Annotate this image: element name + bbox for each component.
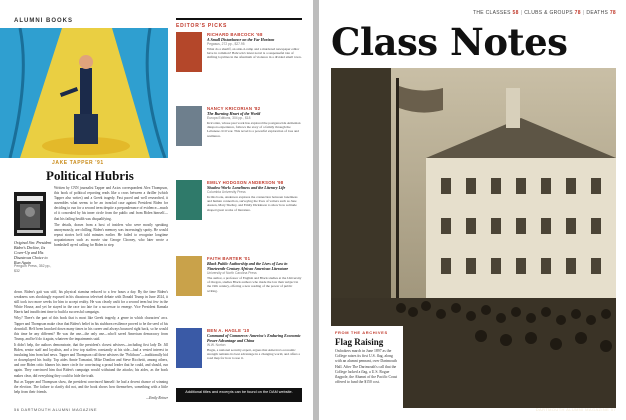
review-paragraph: The details, drawn from a host of insiders who were mostly speaking anonymously, are chilling. Biden's memory was increasingly spotty. He would repeat stories he'd told minutes earlier. He failed to recognize longtime acquaintances such as movie star George Clooney, who later wrote a bombshell op-ed calling for Biden to step bbox=[54, 222, 168, 248]
review-title: Political Hubris bbox=[46, 168, 134, 183]
pick-description: Kricorian, whose past work has explored the postgenocide Armenian diaspora experience, follows the story of a family through the Lebanese civil war. This novel is a powerful exploration of loss and resilience. bbox=[207, 120, 301, 138]
pick-item bbox=[176, 106, 302, 158]
pick-author: FAITH BARTER '01 bbox=[207, 256, 251, 261]
review-paragraph: Written by CNN journalist Tapper and Axios correspondent Alex Thompson, this book of political reporting reads like a cross between a thriller (which Tapper also writes) and a Greek tragedy. Fast paced and well researched, it assembles what seems to be an ironclad case against President Biden for deciding to run for a second term despite a preponderance of evidence—much of it concealed by his inner circle from the public and from Biden himself—that his failing health was disqualifying. bbox=[54, 186, 168, 221]
pick-cover-image bbox=[176, 106, 202, 146]
pick-item bbox=[176, 328, 302, 380]
review-paragraph: Why? There's the part of this book that is most like Greek tragedy, a genre in which characters' arcs. Tapper and Thompson make clear that Biden's belief in his stubborn resilience proved to be the seed of his downfall. He'd been knocked down many times in his career and always bounced right back, so he would this time be any different? He was the one—the only one—who'd saved American democracy from Trump, and he'd do it again, whatever the impairments said. bbox=[14, 316, 168, 341]
pick-description: Hagle, a national security expert, argues that America's economic strength remains its best advantage in a changing world, and offers a road map for how to use it. bbox=[207, 347, 300, 361]
pick-title: Command of Commerce: America's Enduring Economic Power Advantage and China bbox=[207, 333, 301, 343]
pick-author: EMILY HODGSON ANDERSON '98 bbox=[207, 180, 284, 185]
page-title: Class Notes bbox=[331, 20, 568, 64]
review-byline: JAKE TAPPER '91 bbox=[52, 160, 104, 166]
pick-publisher: University of North Carolina Press bbox=[207, 271, 257, 275]
review-paragraph: down. Biden's gait was stiff, his physical stamina reduced to a few hours a day. By the time Biden's weakness was shockingly exposed in his disastrous televised debate with Donald Trump in June 2024, it still took two more weeks for him to accept reality. He was clearly unfit for a second term but few in the White House, and yet he stayed in the race too late for a successor to emerge. Vice President Kamala Harris had insufficient time to build a successful campaign. bbox=[14, 290, 168, 315]
pick-author: RICHARD BABCOCK '68 bbox=[207, 32, 263, 37]
archive-body: Onlookers march in June 1897 as the College raises its first U.S. flag, along with an alumni pennant, over Dartmouth Hall. After The Dartmouth's call that the College lacked a flag, a U.S. Rogue flagpole, the Alumni of the Pacific Coast offered to fund the $150 cost. bbox=[335, 349, 398, 385]
section-nav: THE CLASSES 58 | CLUBS & GROUPS 78 | DEATHS 78 bbox=[473, 10, 616, 16]
pick-author: BEN A. HAGLE '10 bbox=[207, 328, 250, 333]
pick-publisher: W.W. Norton bbox=[207, 343, 226, 347]
book-cover-image bbox=[14, 192, 46, 236]
pick-item bbox=[176, 32, 302, 84]
spotlight-illustration bbox=[0, 28, 168, 158]
right-page bbox=[319, 0, 626, 420]
pick-description: The author, a professor of English and Black studies at the University of Oregon, studies Black authors who made the law their subject in the 19th century, offering a new reading of the power of public writing. bbox=[207, 275, 302, 293]
pick-publisher: Columbia University Press bbox=[207, 190, 246, 194]
pick-title: The Burning Heart of the World bbox=[207, 111, 261, 116]
archive-tag: FROM THE ARCHIVES bbox=[335, 330, 388, 335]
review-signoff: —Emily Reiner bbox=[145, 395, 168, 400]
review-body-top bbox=[54, 186, 168, 249]
archive-caption-box bbox=[331, 326, 403, 420]
review-paragraph: But as Tapper and Thompson show, the president convinced himself: he had a decent chance of winning the election. The failure to clarify did not, and the book shows how themselves, something with a little help from their friends. bbox=[14, 379, 168, 394]
pick-cover-image bbox=[176, 328, 202, 368]
book-publisher: Penguin Press, 352 pp., $32 bbox=[14, 264, 52, 273]
page-folio: DARTMOUTH ALUMNI MAGAZINE 57 bbox=[535, 407, 616, 412]
picks-header: EDITOR'S PICKS bbox=[176, 23, 228, 29]
pick-author: NANCY KRICORIAN '82 bbox=[207, 106, 261, 111]
pick-cover-image bbox=[176, 180, 202, 220]
section-label: ALUMNI BOOKS bbox=[14, 18, 73, 24]
pick-description: In this book, Anderson explores the connection between loneliness and human connection, surveying the lives of writers such as Jane Austen, Mary Shelley, and Emily Dickinson to show how solitude shaped great works of literature. bbox=[207, 194, 298, 212]
pick-publisher: Europa Editions, 304 pp., $18 bbox=[207, 116, 251, 120]
book-caption: Original Sin: President Biden's Decline, Its Cover-Up and His Disastrous Choice to Run Again bbox=[14, 240, 52, 265]
editors-picks bbox=[176, 18, 302, 402]
review-body-bottom bbox=[14, 290, 168, 402]
pick-description: What do a sheriff, an aide-d-camp and a murdered newspaper editor have in common? Babcock's latest novel is a suspenseful tale of shifting loyalties in the aftermath of violence in a divided small town. bbox=[207, 46, 302, 60]
pick-cover-image bbox=[176, 256, 202, 296]
archive-title: Flag Raising bbox=[335, 337, 384, 347]
pick-publisher: Pegasus, 272 pp., $27.95 bbox=[207, 42, 245, 46]
nav-clubs-link[interactable]: CLUBS & GROUPS 78 bbox=[524, 10, 581, 16]
pick-item bbox=[176, 180, 302, 232]
pick-title: Black Public Authorship and the Lives of Law in Nineteenth-Century African American Literature bbox=[207, 261, 289, 271]
nav-deaths-link[interactable]: DEATHS 78 bbox=[586, 10, 616, 16]
page-folio: 56 DARTMOUTH ALUMNI MAGAZINE bbox=[14, 407, 98, 412]
picks-footer: Additional titles and excerpts can be found on the DAM website. bbox=[176, 388, 302, 402]
pick-title: A Small Disturbance on the Far Horizon bbox=[207, 37, 275, 42]
review-paragraph: It didn't help, the authors demonstrate, that the president's closest advisers—including first lady Dr. Jill Biden, senior staff and loyalists, and a few top staffers constantly at his side—had a vested interest in insulating him from bad news. Tapper and Thompson call these advisers the "Politburo"—traditionally hid or downplayed his frailty. Top aides Annie Tomasini, Mike Donilon and Steve Ricchetti, among others, and one Biden critic blames his inner circle for convincing a proud leader that he could, and should, run again. They convinced him that Biden's campaign would withstand the attacks; his aides, as the book makes clear, did everything they could to hide the truth. bbox=[14, 342, 168, 378]
nav-classes-link[interactable]: THE CLASSES 58 bbox=[473, 10, 519, 16]
pick-cover-image bbox=[176, 32, 202, 72]
pick-title: Shadow Work: Loneliness and the Literary Life bbox=[207, 185, 286, 190]
pick-item bbox=[176, 256, 302, 308]
